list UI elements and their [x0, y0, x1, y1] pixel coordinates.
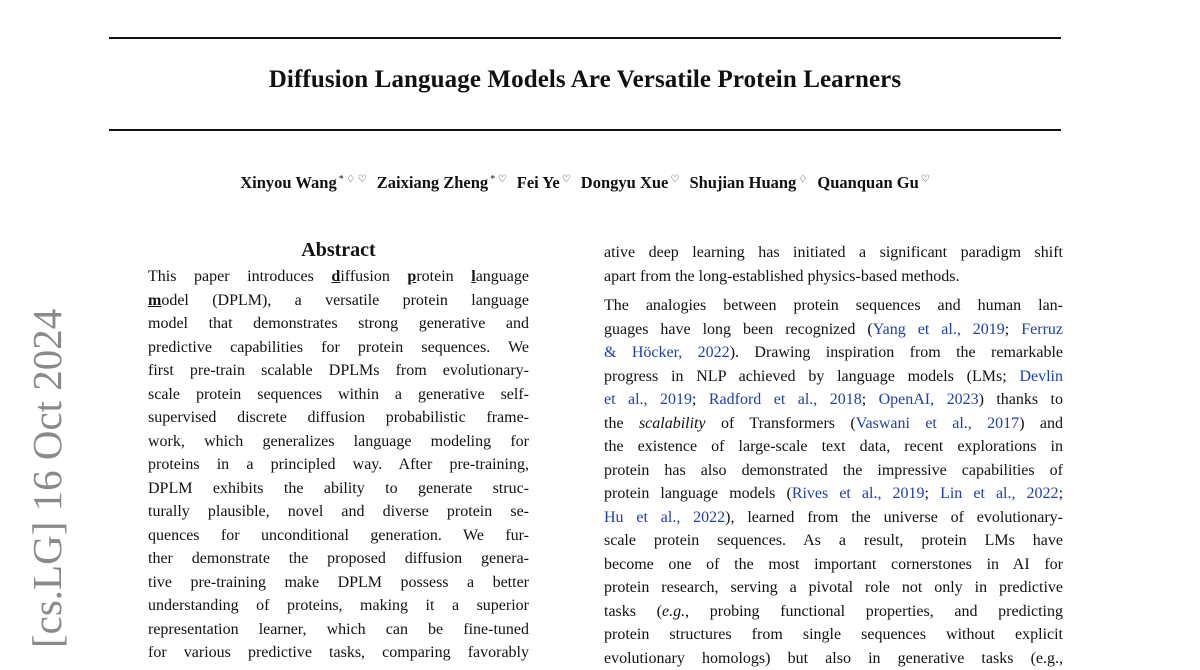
affiliation-marks: * ♡	[490, 174, 506, 185]
abstract-line: predictive capabilities for protein sequences. We	[148, 336, 529, 360]
citation-link[interactable]: Lin et al., 2022	[940, 485, 1059, 502]
author-name: Zaixiang Zheng	[377, 173, 488, 192]
citation-link[interactable]: Hu et al., 2022	[604, 509, 725, 526]
abstract-line: This paper introduces diffusion protein language	[148, 265, 529, 289]
abstract-line: understanding of proteins, making it a superior	[148, 594, 529, 618]
title-bottom-rule	[109, 129, 1061, 131]
author-name: Xinyou Wang	[240, 173, 336, 192]
abstract-line: scale protein sequences within a generative self-	[148, 383, 529, 407]
introduction-body	[604, 241, 1063, 670]
author-name: Shujian Huang	[689, 173, 796, 192]
affiliation-marks: ♢	[798, 174, 807, 185]
abstract-line: proteins in a principled way. After pre-training,	[148, 453, 529, 477]
intro-line: protein structures from single sequences without explicit	[604, 623, 1063, 647]
abstract-line: representation learner, which can be fine-tuned	[148, 618, 529, 642]
affiliation-marks: ♡	[562, 174, 571, 185]
abstract-line: ther demonstrate the proposed diffusion genera-	[148, 547, 529, 571]
intro-line: protein language models (Rives et al., 2019; Lin et al., 2022;	[604, 482, 1063, 506]
title-top-rule	[109, 37, 1061, 39]
citation-link[interactable]: Radford et al., 2018	[709, 391, 862, 408]
citation-link[interactable]: et al., 2019	[604, 391, 692, 408]
affiliation-marks: * ♢ ♡	[339, 174, 367, 185]
author	[377, 173, 507, 192]
citation-link[interactable]: Ferruz	[1021, 321, 1063, 338]
abstract-line: model that demonstrates strong generative and	[148, 312, 529, 336]
abstract-line: turally plausible, novel and diverse protein se-	[148, 500, 529, 524]
author-name: Dongyu Xue	[581, 173, 669, 192]
author-name: Fei Ye	[517, 173, 560, 192]
citation-link[interactable]: Yang et al., 2019	[873, 321, 1005, 338]
citation-link[interactable]: Devlin	[1019, 368, 1063, 385]
intro-line: Hu et al., 2022), learned from the universe of evolutionary-	[604, 506, 1063, 530]
intro-line: protein research, serving a pivotal role not only in predictive	[604, 576, 1063, 600]
author	[240, 173, 366, 192]
abstract-line: for various predictive tasks, comparing favorably	[148, 641, 529, 665]
intro-line: apart from the long-established physics-based methods.	[604, 265, 1063, 289]
affiliation-marks: ♡	[670, 174, 679, 185]
intro-line: the scalability of Transformers (Vaswani et al., 2017) and	[604, 412, 1063, 436]
arxiv-stamp: [cs.LG] 16 Oct 2024	[12, 308, 82, 648]
citation-link[interactable]: Vaswani et al., 2017	[856, 415, 1019, 432]
author-name: Quanquan Gu	[817, 173, 918, 192]
abstract-line: supervised discrete diffusion probabilistic frame-	[148, 406, 529, 430]
intro-line: become one of the most important cornerstones in AI for	[604, 553, 1063, 577]
intro-line: ative deep learning has initiated a significant paradigm shift	[604, 241, 1063, 265]
intro-line: scale protein sequences. As a result, protein LMs have	[604, 529, 1063, 553]
citation-link[interactable]: Rives et al., 2019	[792, 485, 925, 502]
abstract-line: quences for unconditional generation. We fur-	[148, 524, 529, 548]
intro-line: tasks (e.g., probing functional properties, and predicting	[604, 600, 1063, 624]
intro-line: protein has also demonstrated the impressive capabilities of	[604, 459, 1063, 483]
author-list	[109, 173, 1061, 193]
intro-line: et al., 2019; Radford et al., 2018; OpenAI, 2023) thanks to	[604, 388, 1063, 412]
citation-link[interactable]: OpenAI, 2023	[879, 391, 979, 408]
author	[689, 173, 807, 192]
abstract-line: tive pre-training make DPLM possess a better	[148, 571, 529, 595]
author	[517, 173, 571, 192]
intro-line: The analogies between protein sequences and human lan-	[604, 294, 1063, 318]
intro-line: the existence of large-scale text data, recent explorations in	[604, 435, 1063, 459]
abstract-body	[148, 265, 529, 665]
abstract-line: DPLM exhibits the ability to generate struc-	[148, 477, 529, 501]
intro-line: progress in NLP achieved by language models (LMs; Devlin	[604, 365, 1063, 389]
intro-line: evolutionary homologs) but also in generative tasks (e.g.,	[604, 647, 1063, 670]
intro-line: guages have long been recognized (Yang et al., 2019; Ferruz	[604, 318, 1063, 342]
abstract-line: work, which generalizes language modeling for	[148, 430, 529, 454]
abstract-heading: Abstract	[148, 239, 529, 262]
intro-line: & Höcker, 2022). Drawing inspiration from the remarkable	[604, 341, 1063, 365]
author	[581, 173, 680, 192]
affiliation-marks: ♡	[921, 174, 930, 185]
author	[817, 173, 929, 192]
abstract-line: first pre-train scalable DPLMs from evolutionary-	[148, 359, 529, 383]
citation-link[interactable]: & Höcker, 2022	[604, 344, 730, 361]
paper-title: Diffusion Language Models Are Versatile Protein Learners	[109, 66, 1061, 94]
abstract-line: model (DPLM), a versatile protein language	[148, 289, 529, 313]
